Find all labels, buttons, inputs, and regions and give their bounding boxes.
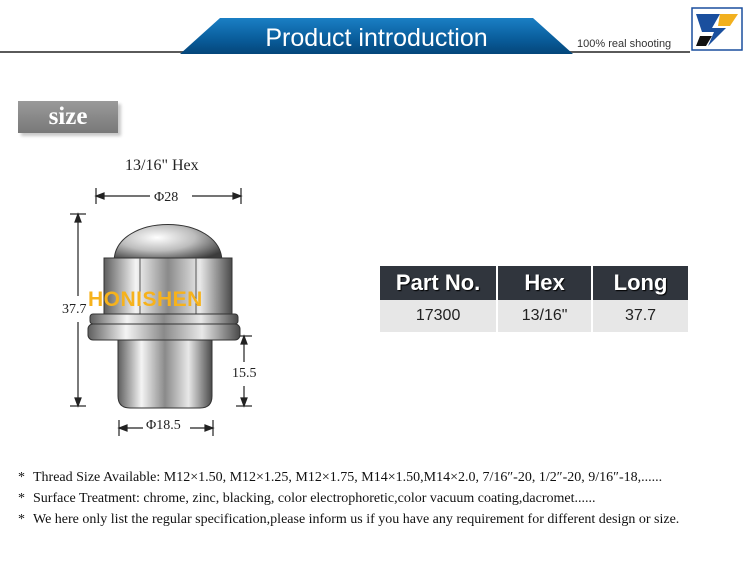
note-bullet: * — [18, 512, 25, 527]
spec-notes — [18, 467, 738, 530]
top-diameter-label: Φ28 — [154, 190, 179, 205]
overall-length-label: 37.7 — [62, 302, 87, 317]
note-surface-treatment — [18, 488, 738, 509]
brand-logo-icon — [690, 6, 744, 52]
note-bullet: * — [18, 491, 25, 506]
shank-length-label: 15.5 — [232, 366, 257, 381]
column-header-long: Long — [592, 266, 688, 300]
header-caption: 100% real shooting — [577, 38, 672, 50]
cell-long: 37.7 — [592, 300, 688, 332]
note-bullet: * — [18, 470, 25, 485]
page-title: Product introduction — [265, 24, 488, 52]
spec-table — [380, 266, 688, 332]
bottom-diameter-label: Φ18.5 — [146, 418, 181, 433]
note-custom-requirements — [18, 509, 738, 530]
cell-hex: 13/16" — [497, 300, 592, 332]
brand-watermark: HONISHEN — [88, 288, 203, 311]
note-text: We here only list the regular specification,please inform us if you have any requirement for different design or size. — [33, 512, 680, 527]
column-header-part-no: Part No. — [380, 266, 497, 300]
page-header — [0, 0, 750, 60]
note-text: Thread Size Available: M12×1.50, M12×1.25, M12×1.75, M14×1.50,M14×2.0, 7/16″-20, 1/2″-20, 9/16″-18,...... — [33, 470, 663, 485]
column-header-hex: Hex — [497, 266, 592, 300]
note-text: Surface Treatment: chrome, zinc, blacking, color electrophoretic,color vacuum coating,dacromet...... — [33, 491, 596, 506]
hex-size-label: 13/16" Hex — [125, 157, 199, 174]
cell-part-no: 17300 — [380, 300, 497, 332]
table-row — [380, 300, 688, 332]
table-header-row — [380, 266, 688, 300]
note-thread-size — [18, 467, 738, 488]
size-section-tag: size — [18, 101, 118, 133]
